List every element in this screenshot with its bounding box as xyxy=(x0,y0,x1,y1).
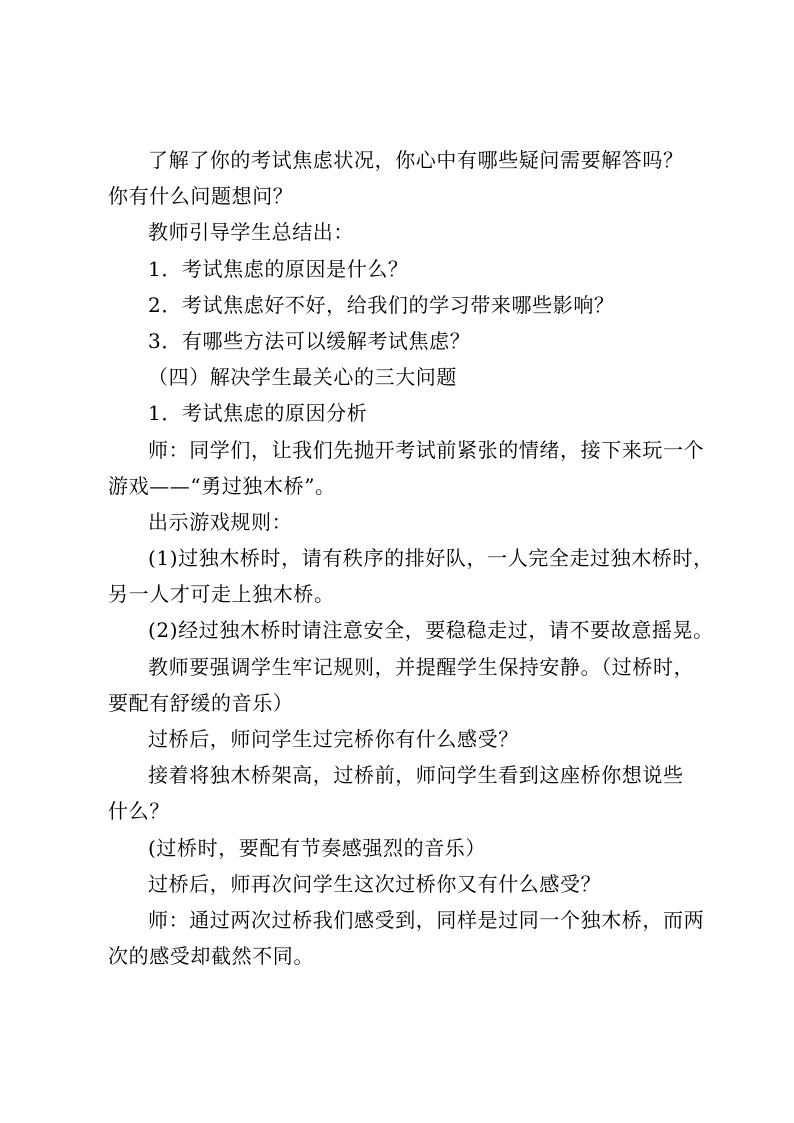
text-line: 师：通过两次过桥我们感受到，同样是过同一个独木桥，而两 xyxy=(148,907,705,932)
text-line: 游戏——“勇过独木桥”。 xyxy=(108,473,336,498)
text-line: 师：同学们，让我们先抛开考试前紧张的情绪，接下来玩一个 xyxy=(148,437,705,462)
text-line: 教师要强调学生牢记规则，并提醒学生保持安静。（过桥时， xyxy=(148,654,695,679)
text-line: 出示游戏规则： xyxy=(148,509,293,534)
list-item: 1．考试焦虑的原因是什么？ xyxy=(148,256,409,281)
text-line: (过桥时，要配有节奏感强烈的音乐） xyxy=(148,835,487,860)
body-text xyxy=(108,142,748,974)
text-line: 另一人才可走上独木桥。 xyxy=(108,582,335,607)
text-line: 教师引导学生总结出： xyxy=(148,220,354,245)
subsection-heading: 1．考试焦虑的原因分析 xyxy=(148,401,368,426)
list-item: 2．考试焦虑好不好，给我们的学习带来哪些影响？ xyxy=(148,292,615,317)
text-line: 过桥后，师再次问学生这次过桥你又有什么感受？ xyxy=(148,871,602,896)
text-line: 要配有舒缓的音乐） xyxy=(108,690,294,715)
text-line: 过桥后，师问学生过完桥你有什么感受？ xyxy=(148,727,519,751)
text-line: 你有什么问题想问？ xyxy=(108,184,294,209)
rule-item: (1)过独木桥时，请有秩序的排好队，一人完全走过独木桥时， xyxy=(148,546,714,571)
section-heading: （四）解决学生最关心的三大问题 xyxy=(148,365,457,390)
text-line: 接着将独木桥架高，过桥前，师问学生看到这座桥你想说些 xyxy=(148,763,684,788)
rule-item: (2)经过独木桥时请注意安全，要稳稳走过，请不要故意摇晃。 xyxy=(148,618,714,643)
text-line: 什么？ xyxy=(108,799,170,824)
text-line: 了解了你的考试焦虑状况，你心中有哪些疑问需要解答吗？ xyxy=(148,148,684,172)
text-line: 次的感受却截然不同。 xyxy=(108,944,314,969)
list-item: 3．有哪些方法可以缓解考试焦虑？ xyxy=(148,328,471,353)
